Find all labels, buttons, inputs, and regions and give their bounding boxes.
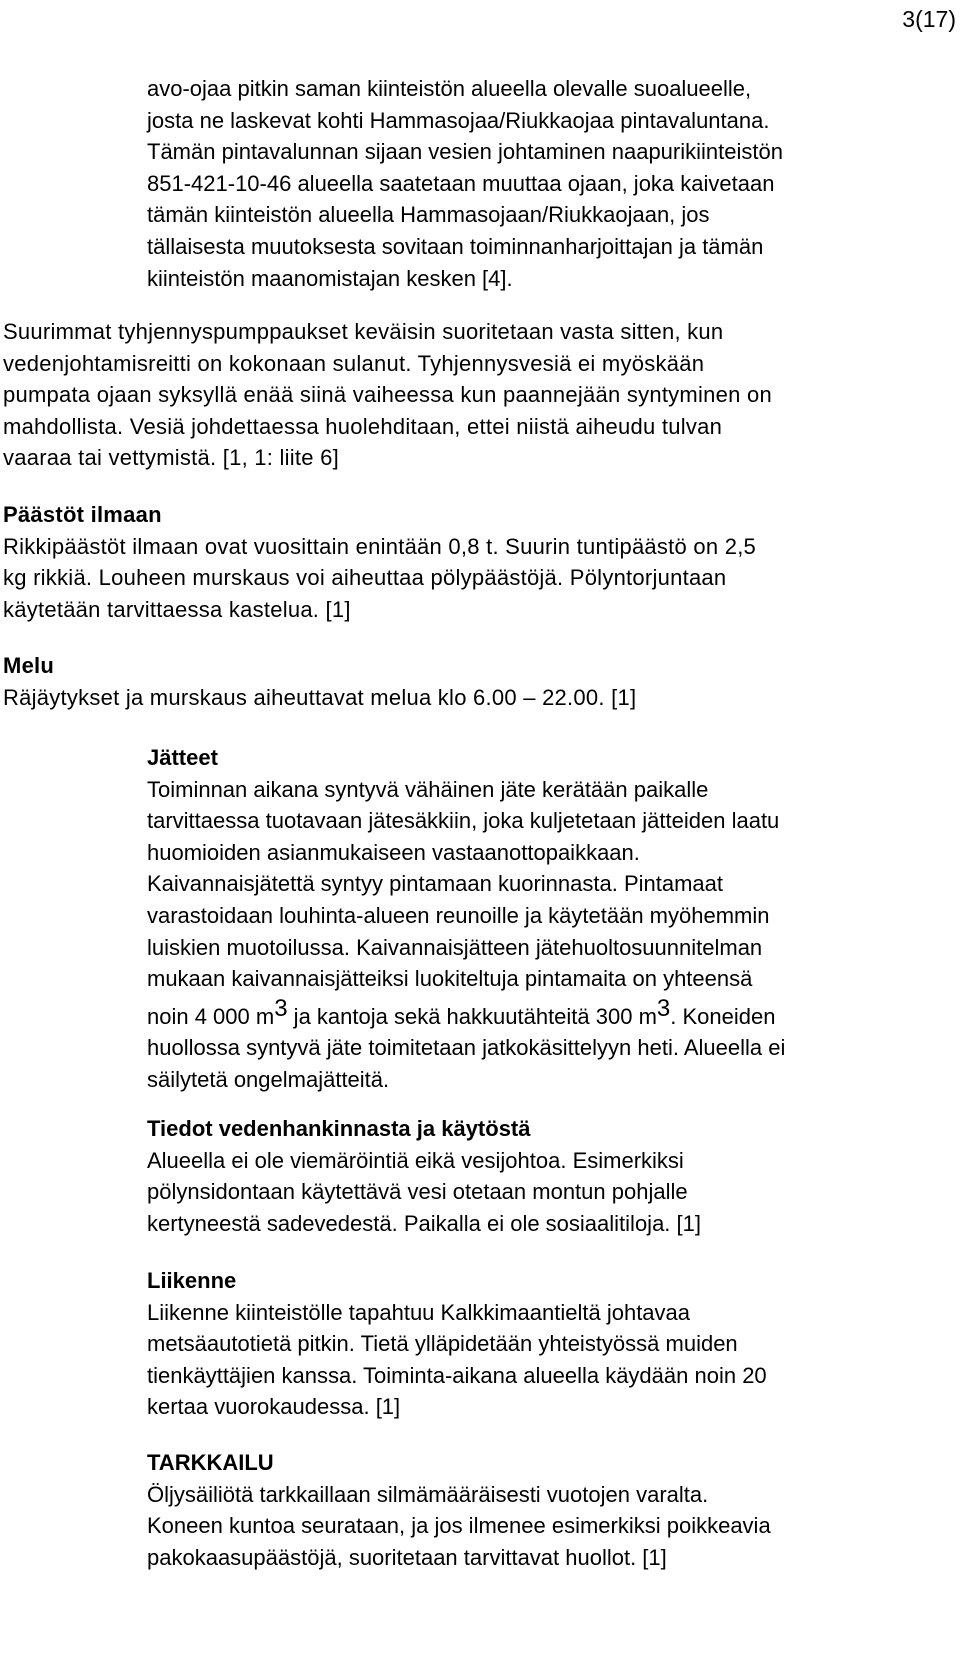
text-line: Öljysäiliötä tarkkaillaan silmämääräisesti vuotojen varalta.: [147, 1481, 709, 1507]
text-line: Suurimmat tyhjennyspumppaukset keväisin suoritetaan vasta sitten, kun: [3, 319, 724, 344]
section-heading: TARKKAILU: [147, 1450, 274, 1475]
text-line: tämän kiinteistön alueella Hammasojaan/Riukkaojaan, jos: [147, 202, 710, 228]
text-line: metsäautotietä pitkin. Tietä ylläpidetään yhteistyössä muiden: [147, 1331, 738, 1357]
waste-section: [147, 742, 785, 1096]
superscript: 3: [274, 994, 288, 1022]
text-line: vaaraa tai vettymistä. [1, 1: liite 6]: [3, 445, 339, 471]
volume-line: [147, 994, 785, 1033]
text-line: tarvittaessa tuotavaan jätesäkkiin, joka kuljetetaan jätteiden laatu: [147, 808, 780, 834]
text-line: Räjäytykset ja murskaus aiheuttavat melua klo 6.00 – 22.00. [1]: [3, 684, 637, 710]
text-line: Koneen kuntoa seurataan, ja jos ilmenee esimerkiksi poikkeavia: [147, 1513, 771, 1539]
text-line: pumpata ojaan syksyllä enää siinä vaiheessa kun paannejään syntyminen on: [3, 382, 772, 408]
section-heading: Jätteet: [147, 745, 218, 770]
section-heading: Tiedot vedenhankinnasta ja käytöstä: [147, 1116, 531, 1141]
traffic-section: [147, 1265, 767, 1423]
text-line: Liikenne kiinteistölle tapahtuu Kalkkimaantieltä johtavaa: [147, 1299, 691, 1325]
text-line: kiinteistön maanomistajan kesken [4].: [147, 265, 513, 291]
text-line: Kaivannaisjätettä syntyy pintamaan kuorinnasta. Pintamaat: [147, 871, 723, 897]
text-line: säilytetä ongelmajätteitä.: [147, 1066, 390, 1092]
section-heading: Päästöt ilmaan: [3, 502, 162, 527]
text-line: 851-421-10-46 alueella saatetaan muuttaa ojaan, joka kaivetaan: [147, 170, 775, 196]
text-line: kertaa vuorokaudessa. [1]: [147, 1394, 401, 1420]
text-line: pakokaasupäästöjä, suoritetaan tarvittavat huollot. [1]: [147, 1544, 667, 1570]
section-heading: Liikenne: [147, 1268, 237, 1293]
page-number: 3(17): [902, 6, 956, 32]
text-segment: noin 4 000 m: [147, 1003, 275, 1029]
text-line: luiskien muotoilussa. Kaivannaisjätteen jätehuoltosuunnitelman: [147, 934, 763, 960]
text-line: huomioiden asianmukaiseen vastaanottopaikkaan.: [147, 839, 640, 865]
text-line: tällaisesta muutoksesta sovitaan toiminnanharjoittajan ja tämän: [147, 233, 764, 259]
text-line: mahdollista. Vesiä johdettaessa huolehditaan, ettei niistä aiheudu tulvan: [3, 413, 723, 439]
water-supply-section: [147, 1113, 701, 1239]
text-segment: ja kantoja sekä hakkuutähteitä 300 m: [287, 1003, 657, 1029]
superscript: 3: [656, 994, 671, 1022]
text-line: Rikkipäästöt ilmaan ovat vuosittain enintään 0,8 t. Suurin tuntipäästö on 2,5: [3, 533, 757, 559]
text-line: varastoidaan louhinta-alueen reunoille ja käytetään myöhemmin: [147, 902, 770, 928]
text-segment: . Koneiden: [670, 1003, 776, 1029]
section-heading: Melu: [3, 653, 55, 678]
noise-section: [3, 650, 636, 713]
text-line: Toiminnan aikana syntyvä vähäinen jäte kerätään paikalle: [147, 776, 709, 802]
text-line: kertyneestä sadevedestä. Paikalla ei ole sosiaalitiloja. [1]: [147, 1210, 701, 1236]
text-line: käytetään tarvittaessa kastelua. [1]: [3, 596, 351, 622]
text-line: Alueella ei ole viemäröintiä eikä vesijohtoa. Esimerkiksi: [147, 1147, 684, 1173]
text-line: vedenjohtamisreitti on kokonaan sulanut. Tyhjennysvesiä ei myöskään: [3, 350, 705, 376]
text-line: josta ne laskevat kohti Hammasojaa/Riukkaojaa pintavaluntana.: [147, 107, 770, 133]
intro-paragraph: [147, 73, 783, 294]
text-line: kg rikkiä. Louheen murskaus voi aiheuttaa pölypäästöjä. Pölyntorjuntaan: [3, 565, 727, 591]
text-line: huollossa syntyvä jäte toimitetaan jatkokäsittelyyn heti. Alueella ei: [147, 1035, 786, 1061]
emissions-section: [3, 499, 756, 625]
text-line: avo-ojaa pitkin saman kiinteistön alueella olevalle suoalueelle,: [147, 76, 752, 101]
monitoring-section: [147, 1447, 771, 1573]
pumping-paragraph: [3, 316, 772, 474]
text-line: pölynsidontaan käytettävä vesi otetaan montun pohjalle: [147, 1179, 688, 1205]
text-line: mukaan kaivannaisjätteiksi luokiteltuja pintamaita on yhteensä: [147, 966, 753, 992]
text-line: tienkäyttäjien kanssa. Toiminta-aikana alueella käydään noin 20: [147, 1362, 767, 1388]
text-line: Tämän pintavalunnan sijaan vesien johtaminen naapurikiinteistön: [147, 139, 783, 165]
